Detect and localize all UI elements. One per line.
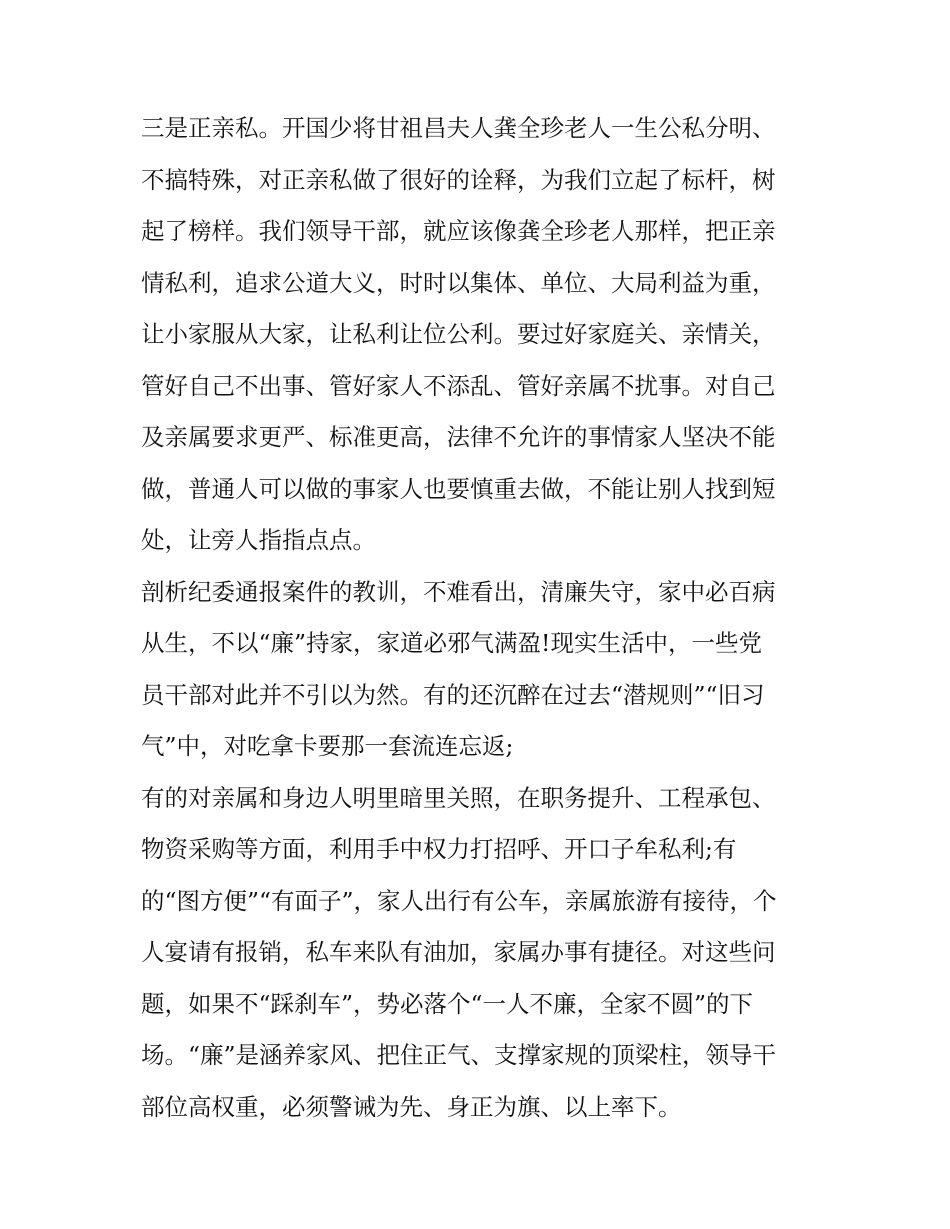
text-line: 部位高权重，必须警诫为先、身正为旗、以上率下。 — [141, 1092, 682, 1121]
text-line: 题，如果不“踩刹车”，势必落个“一人不廉，全家不圆”的下 — [141, 989, 754, 1018]
text-line: 情私利，追求公道大义，时时以集体、单位、大局利益为重， — [141, 268, 776, 297]
text-line: 及亲属要求更严、标准更高，法律不允许的事情家人坚决不能 — [141, 423, 776, 451]
text-line: 员干部对此并不引以为然。有的还沉醉在过去“潜规则”“旧习 — [141, 680, 765, 709]
text-line: 做，普通人可以做的事家人也要慎重去做，不能让别人找到短 — [141, 474, 776, 503]
text-line: 人宴请有报销，私车来队有油加，家属办事有捷径。对这些问 — [141, 938, 776, 966]
text-line: 起了榜样。我们领导干部，就应该像龚全珍老人那样，把正亲 — [141, 217, 776, 245]
text-line: 气”中，对吃拿卡要那一套流连忘返; — [141, 732, 514, 760]
text-line: 管好自己不出事、管好家人不添乱、管好亲属不扰事。对自己 — [141, 371, 776, 400]
text-line: 物资采购等方面，利用手中权力打招呼、开口子牟私利;有 — [141, 835, 737, 863]
text-line: 处，让旁人指指点点。 — [141, 526, 376, 554]
text-line: 场。“廉”是涵养家风、把住正气、支撑家规的顶梁柱，领导干 — [141, 1041, 777, 1069]
text-line: 不搞特殊，对正亲私做了很好的诠释，为我们立起了标杆，树 — [141, 165, 776, 194]
text-line: 让小家服从大家，让私利让位公利。要过好家庭关、亲情关， — [141, 320, 776, 348]
text-line: 剖析纪委通报案件的教训，不难看出，清廉失守，家中必百病 — [141, 577, 776, 606]
text-line: 三是正亲私。开国少将甘祖昌夫人龚全珍老人一生公私分明、 — [141, 114, 776, 142]
text-line: 有的对亲属和身边人明里暗里关照，在职务提升、工程承包、 — [141, 783, 776, 812]
text-line: 从生，不以“廉”持家，家道必邪气满盈!现实生活中，一些党 — [141, 629, 762, 657]
document-body — [141, 103, 821, 1133]
text-line: 的“图方便”“有面子”，家人出行有公车，亲属旅游有接待，个 — [141, 886, 777, 915]
